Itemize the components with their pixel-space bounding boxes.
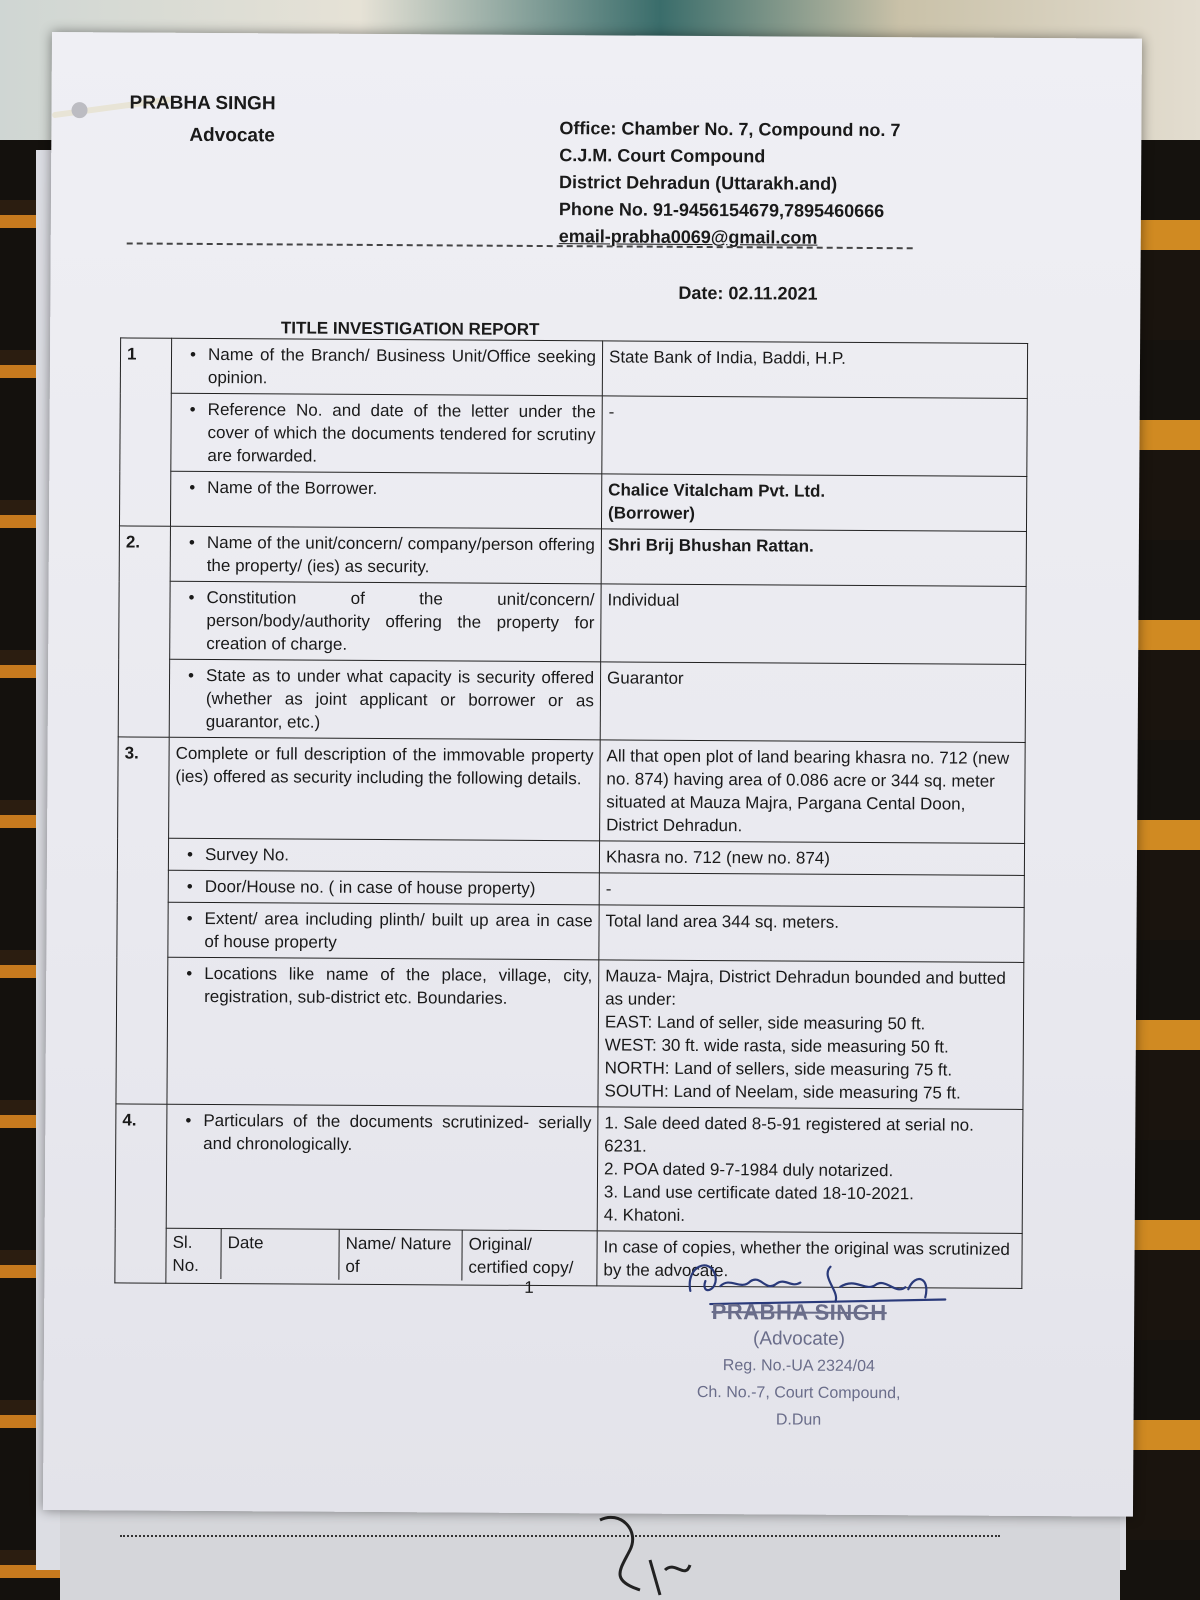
table-row <box>117 902 1024 963</box>
table-row <box>118 737 1026 844</box>
answer-cell: Total land area 344 sq. meters. <box>599 905 1024 963</box>
stamp-office: Ch. No.-7, Court Compound, D.Dun <box>696 1383 901 1429</box>
bullet: • <box>186 908 193 928</box>
question-cell <box>168 870 599 905</box>
table-row <box>119 471 1026 532</box>
address-line: District Dehradun (Uttarakh.and) <box>559 172 838 194</box>
report-table <box>114 337 1028 1289</box>
sub-header-original: Original/ certified copy/ <box>462 1231 597 1282</box>
boundary-line: WEST: 30 ft. wide rasta, side measuring 50 ft. <box>604 1035 949 1057</box>
question-text: Name of the Borrower. <box>207 477 378 498</box>
question-cell <box>168 838 599 873</box>
document-item: 2. POA dated 9-7-1984 duly notarized. <box>604 1159 894 1181</box>
sub-header-nature: Name/ Nature of <box>339 1230 462 1281</box>
answer-cell <box>601 474 1026 532</box>
office-address <box>559 115 901 252</box>
stamp-registration: Reg. No.-UA 2324/04 <box>722 1357 875 1376</box>
question-cell: Complete or full description of the immovable property (ies) offered as security including the following details. <box>169 737 601 841</box>
sub-header-slno: Sl. No. <box>166 1229 221 1279</box>
borrower-label: (Borrower) <box>608 503 696 523</box>
bullet: • <box>189 477 196 497</box>
answer-cell: - <box>602 396 1027 477</box>
table-row <box>119 526 1026 587</box>
answer-cell: Khasra no. 712 (new no. 874) <box>599 841 1024 876</box>
table-row <box>120 338 1027 399</box>
email-link[interactable]: email-prabha0069@gmail.com <box>558 226 818 248</box>
stamp-name: PRABHA SINGH <box>711 1299 887 1326</box>
question-cell <box>170 526 601 584</box>
question-text: Survey No. <box>204 844 290 865</box>
question-text: Door/House no. ( in case of house property) <box>204 876 536 898</box>
table-row <box>115 1104 1023 1234</box>
boundary-line: SOUTH: Land of Neelam, side measuring 75 ft. <box>604 1081 961 1103</box>
bullet: • <box>186 844 194 864</box>
question-cell <box>171 338 602 396</box>
bullet: • <box>189 344 197 364</box>
stamp-role: (Advocate) <box>753 1328 846 1350</box>
question-text: State as to under what capacity is security offered (whether as joint applicant or borrower or as guarantor, etc.) <box>205 665 595 732</box>
documents-sub-table <box>166 1229 596 1282</box>
bullet: • <box>189 399 196 419</box>
answer-cell <box>597 1107 1023 1234</box>
question-text: Particulars of the documents scrutinized- serially and chronologically. <box>203 1110 592 1154</box>
next-page-handwriting <box>590 1510 700 1600</box>
page-number: 1 <box>524 1277 534 1297</box>
advocate-title: Advocate <box>189 124 275 147</box>
question-cell <box>168 902 599 960</box>
answer-cell: Guarantor <box>600 662 1025 743</box>
question-cell <box>170 471 601 529</box>
address-line: Office: Chamber No. 7, Compound no. 7 <box>559 118 901 141</box>
document-page <box>43 32 1142 1517</box>
advocate-name: PRABHA SINGH <box>129 92 276 115</box>
row-number: 4. <box>115 1104 167 1283</box>
table-row <box>118 659 1025 743</box>
punch-hole <box>71 102 87 118</box>
phone-line: Phone No. 91-9456154679,7895460666 <box>558 199 885 222</box>
question-cell <box>167 957 599 1107</box>
answer-cell: State Bank of India, Baddi, H.P. <box>602 341 1027 399</box>
bullet: • <box>186 963 193 983</box>
question-text: Constitution of the unit/concern/ person/body/authority offering the property for creation of charge. <box>206 587 595 654</box>
document-item: 4. Khatoni. <box>603 1205 686 1225</box>
answer-cell: In case of copies, whether the original was scrutinized by the advocate. <box>597 1231 1022 1289</box>
answer-cell <box>598 960 1024 1110</box>
bullet: • <box>188 665 195 685</box>
question-text: Name of the unit/concern/ company/person offering the property/ (ies) as security. <box>206 532 595 577</box>
boundary-line: Mauza- Majra, District Dehradun bounded and butted as under: <box>605 966 1006 1009</box>
sub-header-row <box>166 1229 596 1282</box>
row-number: 1 <box>119 338 171 526</box>
table-row <box>120 393 1027 477</box>
boundary-line: NORTH: Land of sellers, side measuring 75 ft. <box>604 1058 953 1080</box>
question-cell <box>170 581 601 662</box>
bullet: • <box>188 532 195 552</box>
address-line: C.J.M. Court Compound <box>559 145 766 167</box>
answer-cell: Individual <box>601 584 1026 665</box>
question-text: Reference No. and date of the letter under the cover of which the documents tendered for scrutiny are forwarded. <box>207 399 596 466</box>
bullet: • <box>188 587 195 607</box>
answer-cell: - <box>599 873 1024 908</box>
report-title: TITLE INVESTIGATION REPORT <box>280 318 540 339</box>
answer-cell: Shri Brij Bhushan Rattan. <box>601 529 1026 587</box>
question-text: Extent/ area including plinth/ built up area in case of house property <box>204 908 593 952</box>
next-page-dotted-line <box>120 1535 1000 1537</box>
question-cell <box>166 1104 598 1231</box>
question-cell <box>169 659 600 740</box>
advocate-stamp <box>673 1298 924 1435</box>
question-text: Name of the Branch/ Business Unit/Office seeking opinion. <box>207 344 597 388</box>
table-row <box>119 581 1026 665</box>
sub-header-date: Date <box>221 1229 339 1280</box>
document-item: 1. Sale deed dated 8-5-91 registered at serial no. 6231. <box>604 1113 974 1156</box>
boundary-line: EAST: Land of seller, side measuring 50 ft. <box>604 1012 926 1034</box>
question-cell <box>171 393 602 474</box>
row-number: 2. <box>118 526 170 737</box>
answer-cell: All that open plot of land bearing khasra no. 712 (new no. 874) having area of 0.086 acre or 344 sq. meter situated at Mauza Majra, Pargana Cental Doon, District Dehradun. <box>600 740 1026 844</box>
bullet: • <box>185 1110 192 1130</box>
bullet: • <box>186 876 193 896</box>
borrower-name: Chalice Vitalcham Pvt. Ltd. <box>608 480 826 501</box>
question-text: Locations like name of the place, village, city, registration, sub-district etc. Boundaries. <box>204 963 593 1008</box>
table-row <box>116 957 1024 1110</box>
report-date: Date: 02.11.2021 <box>678 282 818 304</box>
document-item: 3. Land use certificate dated 18-10-2021. <box>603 1182 914 1204</box>
row-number: 3. <box>116 737 169 1104</box>
